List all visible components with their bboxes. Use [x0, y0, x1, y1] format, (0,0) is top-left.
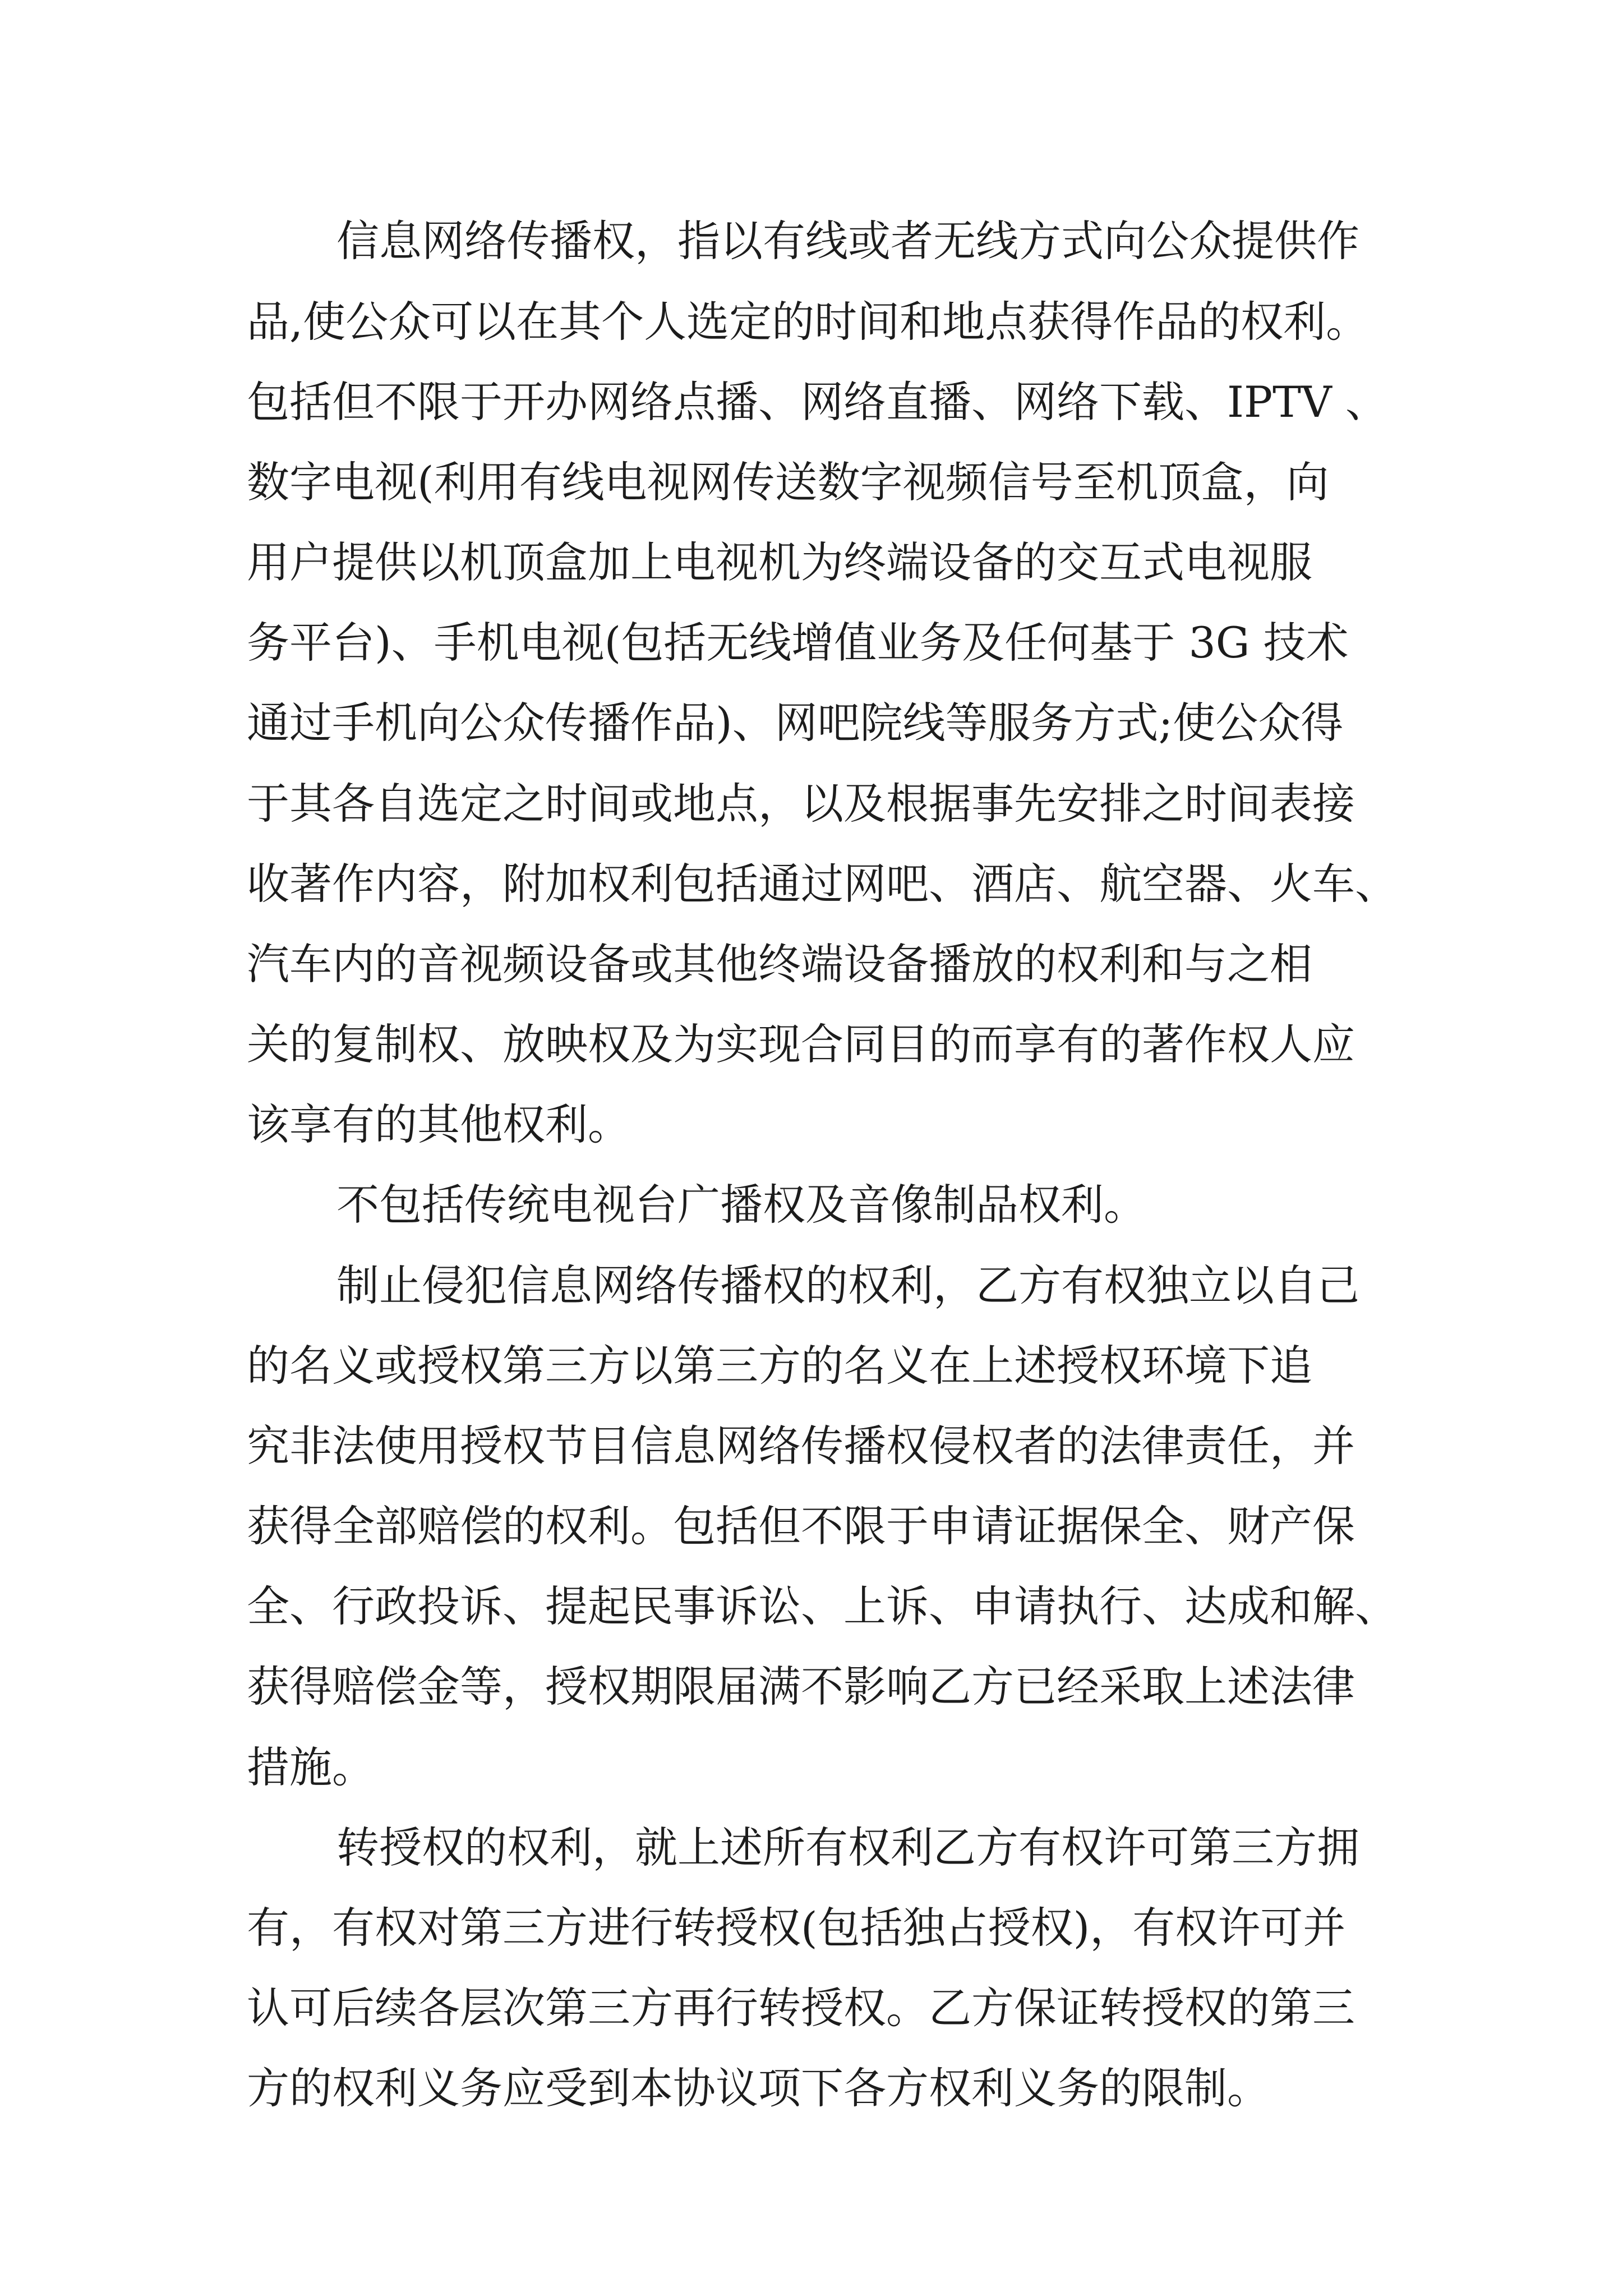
text-line-7: 通过手机向公众传播作品)、网吧院线等服务方式;使公众得	[247, 698, 1344, 748]
text-line-10: 汽车内的音视频设备或其他终端设备播放的权利和与之相	[247, 939, 1312, 989]
text-line-9: 收著作内容，附加权利包括通过网吧、酒店、航空器、火车、	[247, 859, 1398, 909]
text-line-11: 关的复制权、放映权及为实现合同目的而享有的著作权人应	[247, 1019, 1355, 1069]
text-line-22: 有，有权对第三方进行转授权(包括独占授权)，有权许可并	[247, 1903, 1346, 1953]
text-line-2: 品,使公众可以在其个人选定的时间和地点获得作品的权利。	[247, 297, 1369, 347]
text-line-5: 用户提供以机顶盒加上电视机为终端设备的交互式电视服	[247, 537, 1312, 587]
text-line-3: 包括但不限于开办网络点播、网络直播、网络下载、IPTV 、	[247, 377, 1388, 427]
text-line-14: 制止侵犯信息网络传播权的权利，乙方有权独立以自己	[336, 1260, 1359, 1310]
text-line-21: 转授权的权利，就上述所有权利乙方有权许可第三方拥	[336, 1823, 1359, 1872]
text-line-18: 全、行政投诉、提起民事诉讼、上诉、申请执行、达成和解、	[247, 1581, 1398, 1631]
text-line-6: 务平台)、手机电视(包括无线增值业务及任何基于 3G 技术	[247, 618, 1349, 668]
text-line-16: 究非法使用授权节目信息网络传播权侵权者的法律责任，并	[247, 1421, 1355, 1471]
text-line-8: 于其各自选定之时间或地点，以及根据事先安排之时间表接	[247, 779, 1355, 829]
text-line-23: 认可后续各层次第三方再行转授权。乙方保证转授权的第三	[247, 1983, 1355, 2033]
text-line-20: 措施。	[247, 1742, 375, 1792]
text-line-1: 信息网络传播权，指以有线或者无线方式向公众提供作	[336, 216, 1359, 266]
text-line-19: 获得赔偿金等，授权期限届满不影响乙方已经采取上述法律	[247, 1662, 1355, 1711]
text-line-15: 的名义或授权第三方以第三方的名义在上述授权环境下追	[247, 1341, 1312, 1391]
text-line-4: 数字电视(利用有线电视网传送数字视频信号至机顶盒，向	[247, 457, 1329, 507]
text-line-24: 方的权利义务应受到本协议项下各方权利义务的限制。	[247, 2063, 1270, 2113]
text-line-12: 该享有的其他权利。	[247, 1099, 630, 1149]
text-line-13: 不包括传统电视台广播权及音像制品权利。	[336, 1180, 1146, 1230]
text-line-17: 获得全部赔偿的权利。包括但不限于申请证据保全、财产保	[247, 1501, 1355, 1551]
